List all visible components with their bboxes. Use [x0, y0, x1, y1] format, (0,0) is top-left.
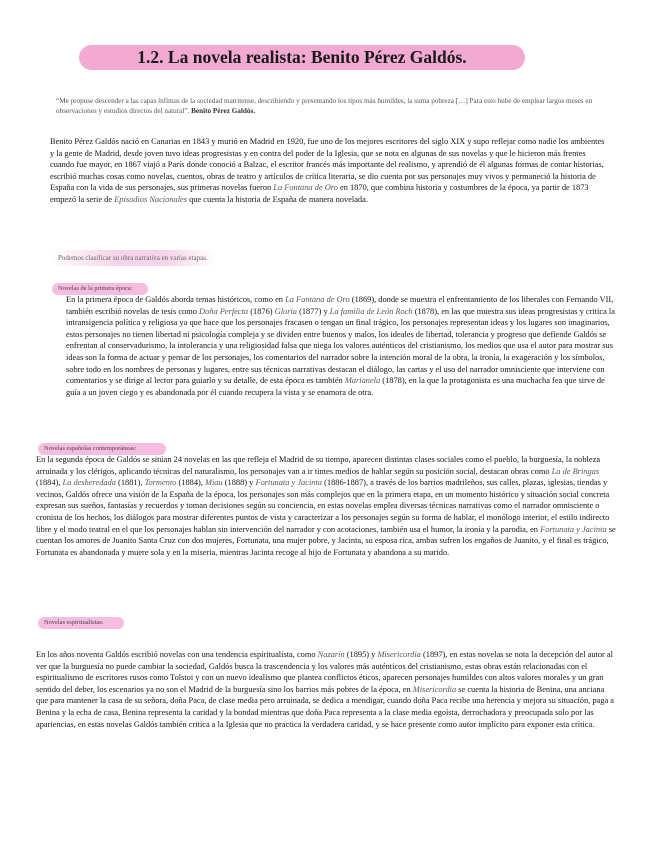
work-title: La desheredada: [62, 478, 116, 488]
stage2-text: (1881),: [115, 478, 145, 488]
classification-note: Podemos clasificar su obra narrativa en varias etapas.: [50, 250, 216, 266]
intro-work-title: Episodios Nacionales: [114, 194, 188, 204]
stage2-text: (1888) y: [222, 478, 256, 488]
stage3-text: (1897), en estas novelas se nota la decepción del autor al ver que la burguesía no puede cambiar la sociedad, Galdós busca la trascendencia y los valores más auténticos del cristianismo, estas obras están relacionadas con el espiritualismo de escritores rusos como Tolstoi y con un nuevo idealismo que plantea conflictos éticos, aparecen personajes humildes con altos valores morales y un gran sentido del deber, los escenarios ya no son el Madrid de la burguesía sino los barrios más pobres de la época, en: [36, 650, 613, 694]
stage3-text: En los años noventa Galdós escribió novelas con una tendencia espiritualista, como: [36, 650, 318, 659]
stage1-text: (1878), en las que muestra sus ideas progresistas y critica la intransigencia política y religiosa ya que hace que los personajes fracasen o tengan un final trágico, los personajes representan ideas y los lugares son imaginarios, estos personajes no tienen libertad ni psicología compleja y se dividen entre buenos y malos, los ideales de libertad, tolerancia y progreso que defiende Galdós se enfrentan al conservadurismo, la intolerancia y una religiosidad falsa que niega los valores auténticos del cristianismo, los medios que usa el autor para mostrar sus ideas son la forma de actuar y pensar de los personajes, los comentarios del narrador sobre la intención moral de la obra, la ironía, la exageración y los símbolos, sobre todo en los nombres de personas y lugares, entre sus técnicas narrativas destacan el diálogo, las cartas y el uso del narrador omnisciente que interviene con comentarios y se dirige al lector para guiarlo y su detalle, de esta época es también: [66, 306, 615, 386]
stage1-text: (1878), en la que la protagonista es una muchacha fea que sirve de guía a un joven ciego y es abandonada por él cuando recupera la vista y se enamora de otra.: [66, 376, 605, 397]
work-title: Marianela: [344, 376, 381, 386]
work-title: Fortunata y Jacinta: [540, 524, 607, 534]
stage1-text: En la primera época de Galdós aborda temas históricos, como en: [66, 295, 286, 304]
work-title: Misericordia: [412, 684, 457, 694]
intro-text-a: Benito Pérez Galdós nació en Canarias en 1843 y murió en Madrid en 1920, fue uno de los mejores escritores del siglo XIX y supo reflejar como nadie los ambientes y la gente de Madrid, desde joven tuvo ideas progresistas y en contra del poder de la Iglesia, que se nota en algunas de sus novelas y que le hicieron más frentes cuando fue mayor, en 1867 viajó a París donde conoció a Balzac, el escritor francés más importante del realismo, y aprendió de él algunas formas de contar historias, escribió muchas cosas como novelas, cuentos, obras de teatro y artículos de crítica literaria, se dio cuenta por sus personajes muy vivos y permaneció la historia de España con la vida de sus personajes, sus primeras novelas fueron: [50, 137, 605, 193]
page-title: 1.2. La novela realista: Benito Pérez Galdós.: [137, 47, 467, 67]
stage1-text: (1876): [248, 306, 275, 316]
intro-text-b: en 1870, que combina historia y costumbres de la época, ya partir de 1873 empezó la serie de: [50, 183, 589, 204]
work-title: Doña Perfecta: [199, 306, 249, 316]
stage3-text: (1895) y: [344, 650, 378, 659]
stage1-text: (1869), donde se muestra el enfrentamiento de los liberales con Fernando VII, también escribió novelas de tesis como: [66, 295, 614, 316]
work-title: Misericordia: [377, 650, 421, 659]
stage2-label: Novelas españolas contemporáneas:: [44, 445, 137, 452]
stage2-text: (1886-1887), a través de los barrios madrileños, sus calles, plazas, iglesias, tiendas y vecinos, Galdós ofrece una visión de la España de la época, los personajes son más complejos que en la primera etapa, en un momento histórico y situación social concreta expresan sus sueños, fantasías y recuerdos y toman decisiones según su conciencia, en estas novelas emplea diversas técnicas narrativas como el narrador omnisciente o cronista de los hechos, los diálogos para mostrar diferentes puntos de vista y caracterizar a los personajes según su forma de hablar, el monólogo interior, el estilo indirecto libre y el modo teatral en el que los personajes hablan sin intervención del narrador y con acotaciones, también usa el humor, la ironía y la parodia, en: [36, 478, 610, 534]
stage1-paragraph: [66, 294, 618, 398]
stage2-text: se cuentan los amores de Juanito Santa Cruz con dos mujeres, Fortunata, una mujer pobre, y Jacinta, su esposa rica, ambas sufren los engaños de Juanito, y el final es trágico, Fortunata es abandonada y muere sola y en la miseria, mientras Jacinta recoge al hijo de Fortunata y abandona a su marido.: [36, 524, 616, 557]
work-title: Miau: [204, 478, 223, 488]
intro-text-c: que cuenta la historia de España de manera novelada.: [187, 194, 368, 204]
quote-author: Benito Pérez Galdós.: [191, 107, 256, 115]
work-title: La Fontana de Oro: [285, 295, 350, 304]
stage2-text: En la segunda época de Galdós se sitúan 24 novelas en las que refleja el Madrid de su tiempo, aparecen distintas clases sociales como el pueblo, la burguesía, la nobleza arruinada y los clérigos, aplicando técnicas del naturalismo, los personajes van a ir tintes medios de hablar según su posición social, destacan obras como: [36, 455, 601, 476]
quote-text: “Me propuse descender a las capas ínfimas de la sociedad matritense, describiendo y presentando los tipos más humildes, la suma pobreza […] Para esto hube de emplear largos meses en observaciones y estudios directos del natural”.: [56, 97, 593, 115]
work-title: Tormento: [144, 478, 177, 488]
stage2-text: (1884),: [36, 478, 63, 488]
stage1-text: (1877) y: [296, 306, 330, 316]
work-title: Nazarín: [317, 650, 345, 659]
stage2-text: (1884),: [176, 478, 205, 488]
work-title: La familia de León Roch: [329, 306, 413, 316]
stage1-label: Novelas de la primera época:: [58, 285, 133, 292]
intro-paragraph: [50, 136, 610, 206]
stage2-paragraph: [36, 454, 618, 558]
work-title: La de Bringas: [551, 466, 600, 476]
intro-work-title: La Fontana de Oro: [273, 183, 338, 193]
stage3-paragraph: [36, 649, 618, 730]
epigraph-quote: [56, 96, 616, 116]
stage3-text: se cuenta la historia de Benina, una anciana que para mantener la casa de su señora, doña Paca, de clase media pero arruinada, se dedica a mendigar, cuando doña Paca recibe una herencia y mejora su situación, paga a Benina y la echa de casa, Benina representa la caridad y la bondad mientras que doña Paca representa a la clase media egoísta, derrochadora y preocupada solo por las apariencias, en estas novelas Galdós también critica a la Iglesia que no practica la verdadera caridad, y se hace presente como autor implícito para exponer esta crítica.: [36, 684, 614, 729]
stage3-label: Novelas espiritualistas:: [44, 619, 104, 626]
work-title: Fortunata y Jacinta: [255, 478, 322, 488]
work-title: Gloria: [274, 306, 297, 316]
